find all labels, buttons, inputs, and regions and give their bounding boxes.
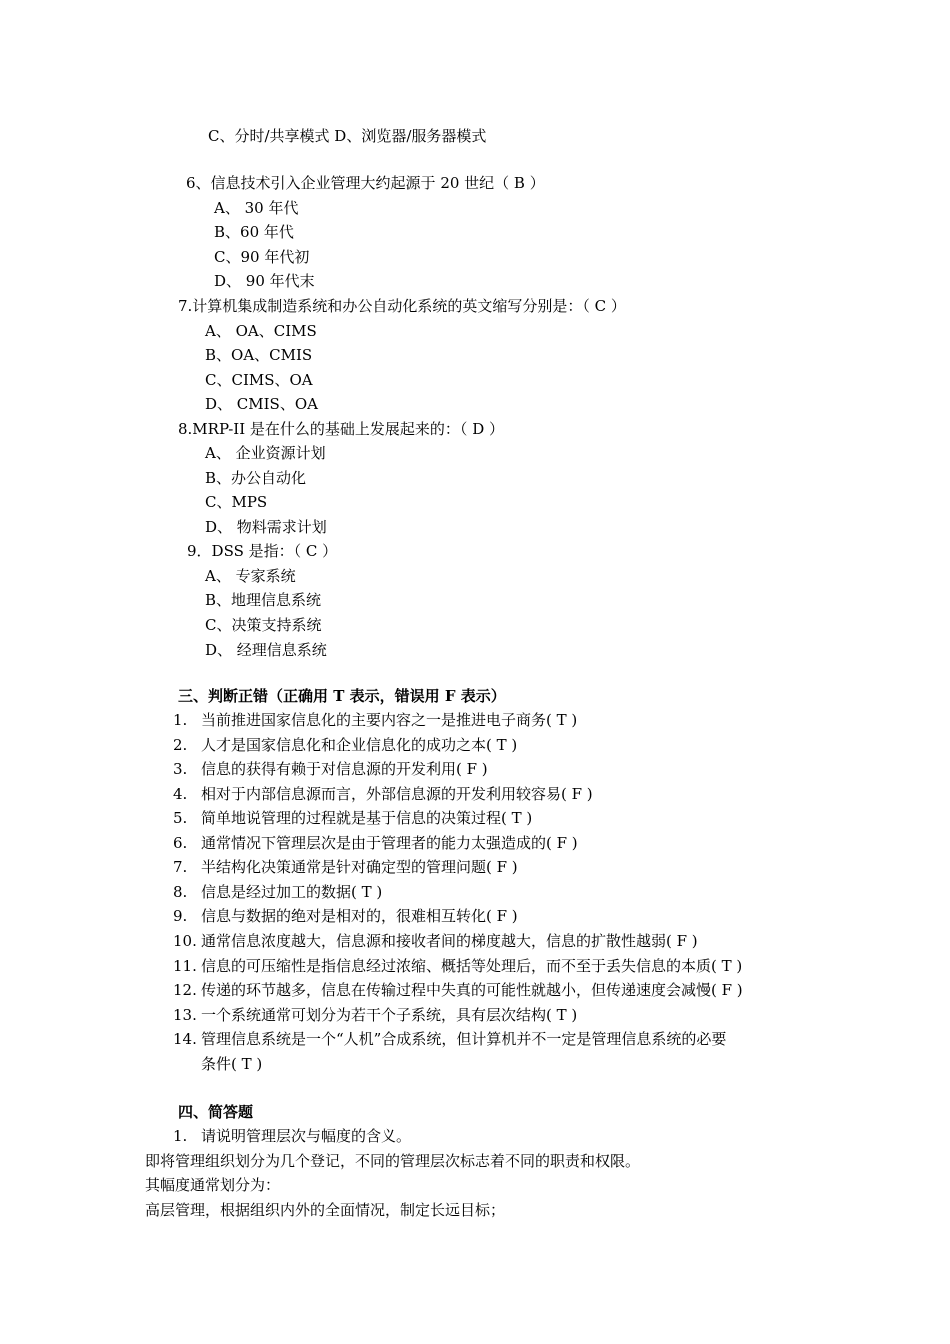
q9-option-c: C、决策支持系统 bbox=[205, 616, 322, 634]
q6-option-d: D、 90 年代末 bbox=[214, 272, 315, 290]
tf-item-text: 人才是国家信息化和企业信息化的成功之本( T ) bbox=[201, 736, 518, 754]
q9-option-b: B、地理信息系统 bbox=[205, 591, 322, 609]
tf-item-number: 5. bbox=[173, 809, 188, 827]
tf-item-number: 1. bbox=[173, 711, 188, 729]
q5-options-cd: C、分时/共享模式 D、浏览器/服务器模式 bbox=[208, 127, 487, 145]
tf-item bbox=[173, 906, 518, 926]
tf-item-text: 信息的可压缩性是指信息经过浓缩、概括等处理后，而不至于丢失信息的本质( T ) bbox=[201, 957, 743, 975]
tf-item-text: 当前推进国家信息化的主要内容之一是推进电子商务( T ) bbox=[201, 711, 578, 729]
tf-item bbox=[173, 759, 488, 779]
tf-item-text: 相对于内部信息源而言，外部信息源的开发利用较容易( F ) bbox=[201, 785, 593, 803]
tf-item-text: 一个系统通常可划分为若干个子系统，具有层次结构( T ) bbox=[201, 1006, 578, 1024]
tf-item-number: 7. bbox=[173, 858, 188, 876]
short-answer-text: 请说明管理层次与幅度的含义。 bbox=[201, 1127, 412, 1145]
tf-item-text: 传递的环节越多，信息在传输过程中失真的可能性就越小，但传递速度会减慢( F ) bbox=[201, 981, 743, 999]
answer-line: 高层管理，根据组织内外的全面情况，制定长远目标； bbox=[145, 1201, 506, 1219]
q6-option-c: C、90 年代初 bbox=[214, 248, 310, 266]
tf-item-text: 半结构化决策通常是针对确定型的管理问题( F ) bbox=[201, 858, 518, 876]
tf-item-number: 12. bbox=[173, 981, 197, 999]
q7-option-a: A、 OA、CIMS bbox=[205, 322, 317, 340]
q6-option-b: B、60 年代 bbox=[214, 223, 294, 241]
q8-question: 8.MRP-II 是在什么的基础上发展起来的：（ D ） bbox=[178, 420, 504, 438]
q7-option-b: B、OA、CMIS bbox=[205, 346, 313, 364]
short-answer-number: 1. bbox=[173, 1127, 188, 1145]
section4-heading: 四、简答题 bbox=[178, 1103, 254, 1121]
answer-line: 其幅度通常划分为： bbox=[145, 1176, 281, 1194]
short-answer-question bbox=[173, 1126, 411, 1146]
q6-question: 6、信息技术引入企业管理大约起源于 20 世纪（ B ） bbox=[186, 174, 545, 192]
q7-question: 7.计算机集成制造系统和办公自动化系统的英文缩写分别是：（ C ） bbox=[178, 297, 626, 315]
tf-item bbox=[173, 784, 593, 804]
tf-item bbox=[173, 1005, 577, 1025]
tf-item-number: 6. bbox=[173, 834, 188, 852]
tf-item-number: 14. bbox=[173, 1030, 197, 1048]
tf-item bbox=[173, 956, 742, 976]
answer-line: 即将管理组织划分为几个登记，不同的管理层次标志着不同的职责和权限。 bbox=[145, 1152, 641, 1170]
tf-item-text: 通常信息浓度越大，信息源和接收者间的梯度越大，信息的扩散性越弱( F ) bbox=[201, 932, 698, 950]
tf-item bbox=[173, 980, 743, 1000]
q8-option-b: B、办公自动化 bbox=[205, 469, 307, 487]
q9-option-a: A、 专家系统 bbox=[205, 567, 296, 585]
tf-item-text: 管理信息系统是一个“人机”合成系统，但计算机并不一定是管理信息系统的必要 bbox=[201, 1030, 727, 1048]
q9-question: 9．DSS 是指：（ C ） bbox=[187, 542, 338, 560]
tf-item-number: 13. bbox=[173, 1006, 197, 1024]
tf-item bbox=[173, 735, 517, 755]
tf-item bbox=[173, 808, 532, 828]
q8-option-c: C、MPS bbox=[205, 493, 268, 511]
q8-option-a: A、 企业资源计划 bbox=[205, 444, 326, 462]
tf-item bbox=[173, 882, 382, 902]
tf-item bbox=[173, 931, 698, 951]
tf-item bbox=[173, 1029, 726, 1049]
tf-item-number: 10. bbox=[173, 932, 197, 950]
tf-item-number: 8. bbox=[173, 883, 188, 901]
tf-item-text: 简单地说管理的过程就是基于信息的决策过程( T ) bbox=[201, 809, 533, 827]
tf-item-text: 信息的获得有赖于对信息源的开发利用( F ) bbox=[201, 760, 488, 778]
tf-item-number: 4. bbox=[173, 785, 188, 803]
q7-option-d: D、 CMIS、OA bbox=[205, 395, 318, 413]
tf-item-text: 信息与数据的绝对是相对的，很难相互转化( F ) bbox=[201, 907, 518, 925]
tf-item-text: 信息是经过加工的数据( T ) bbox=[201, 883, 383, 901]
tf-item bbox=[173, 833, 578, 853]
tf-item-number: 9. bbox=[173, 907, 188, 925]
tf-item-number: 11. bbox=[173, 957, 197, 975]
tf-item bbox=[173, 857, 518, 877]
q6-option-a: A、 30 年代 bbox=[214, 199, 299, 217]
tf-item-text: 通常情况下管理层次是由于管理者的能力太强造成的( F ) bbox=[201, 834, 578, 852]
q9-option-d: D、 经理信息系统 bbox=[205, 641, 327, 659]
tf-item-number: 2. bbox=[173, 736, 188, 754]
q7-option-c: C、CIMS、OA bbox=[205, 371, 313, 389]
section3-heading: 三、判断正错（正确用 T 表示，错误用 F 表示） bbox=[178, 687, 506, 705]
tf-item bbox=[173, 710, 577, 730]
q8-option-d: D、 物料需求计划 bbox=[205, 518, 327, 536]
tf-item-14-continuation: 条件( T ) bbox=[201, 1055, 263, 1073]
tf-item-number: 3. bbox=[173, 760, 188, 778]
